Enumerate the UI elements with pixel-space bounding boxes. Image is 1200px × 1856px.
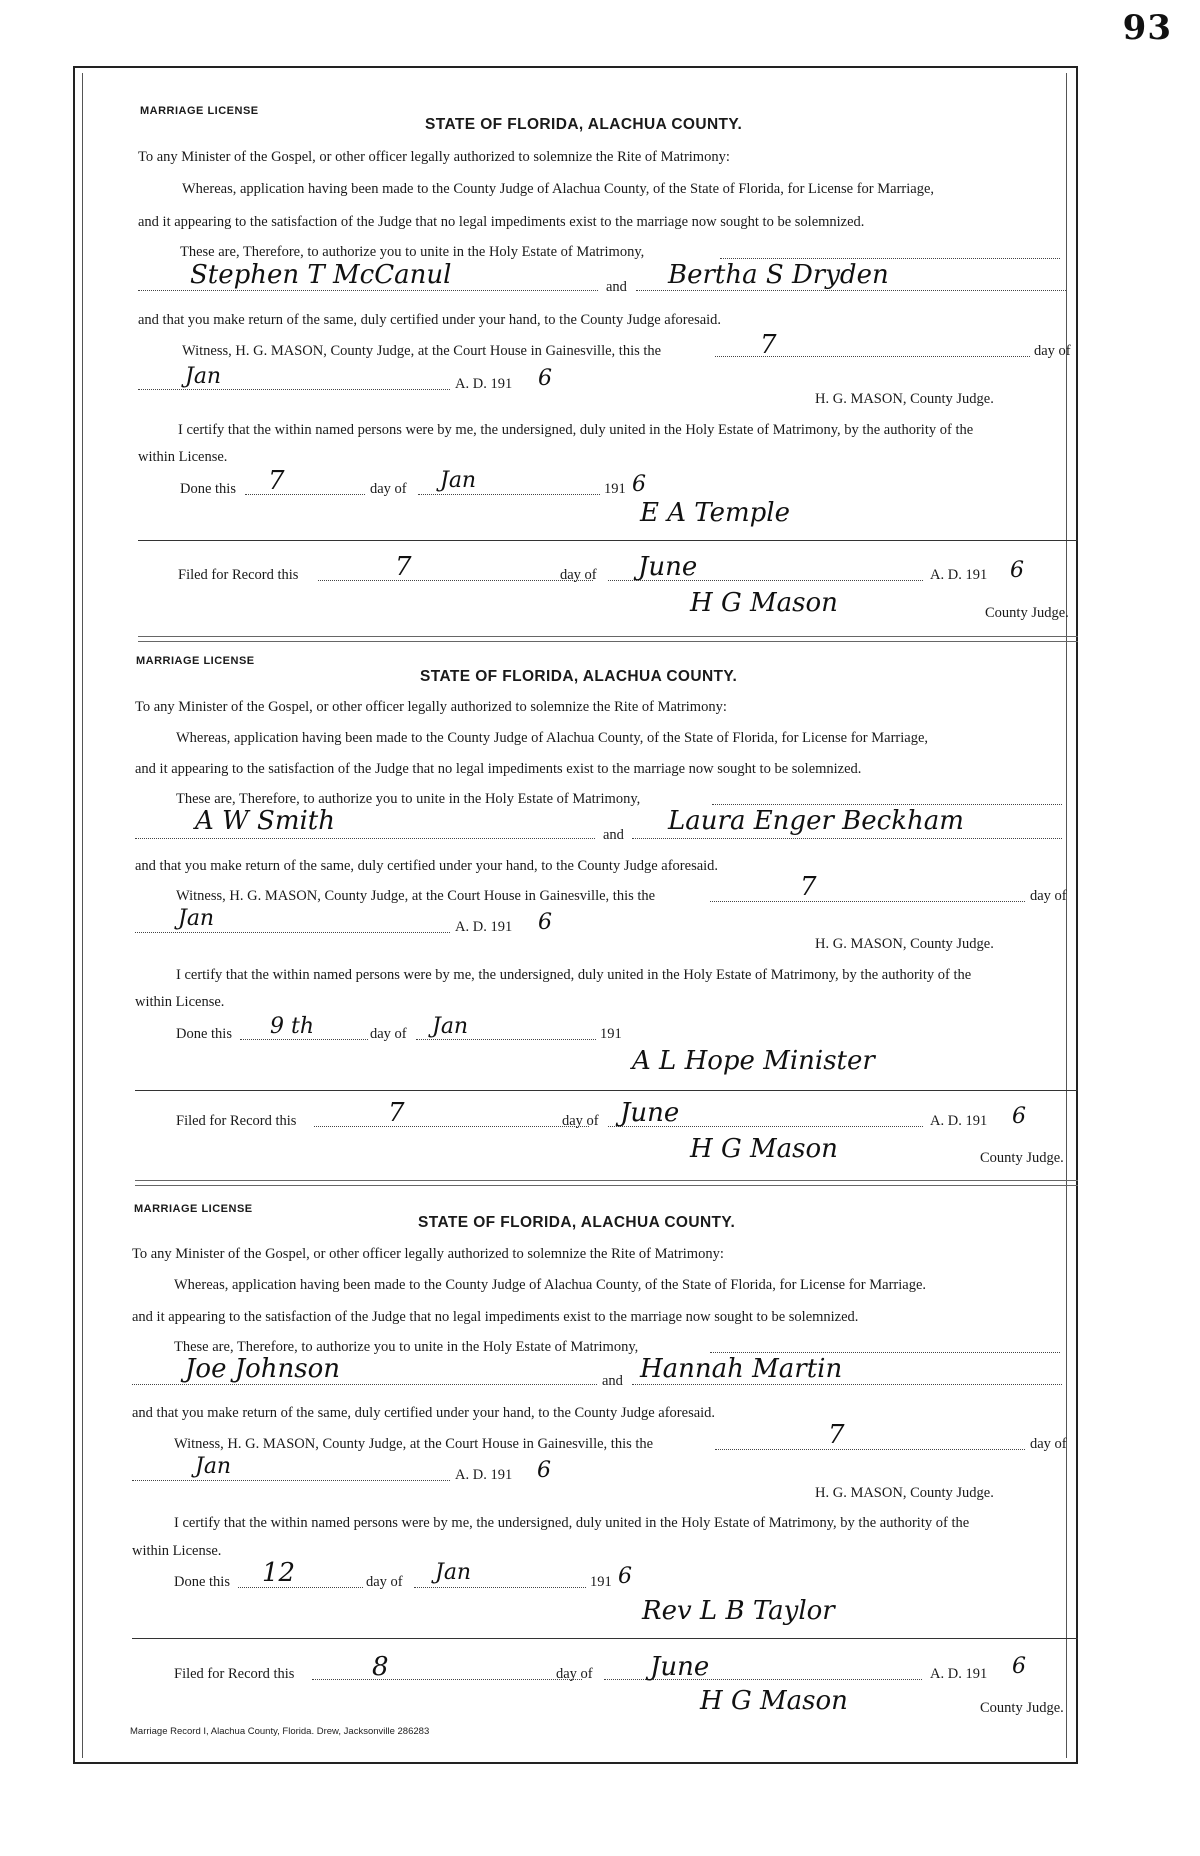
state-title: STATE OF FLORIDA, ALACHUA COUNTY. bbox=[425, 116, 743, 133]
done-year-label: 191 bbox=[590, 1574, 612, 1590]
day-of-label: day of bbox=[1030, 888, 1067, 904]
done-month: Jan bbox=[432, 1014, 469, 1039]
record-footer: Marriage Record I, Alachua County, Florida. Drew, Jacksonville 286283 bbox=[130, 1726, 430, 1737]
done-day-of: day of bbox=[370, 1026, 407, 1042]
done-day: 9 th bbox=[270, 1014, 314, 1039]
filed-day: 7 bbox=[395, 552, 412, 582]
judge-label: H. G. MASON, County Judge. bbox=[815, 1485, 994, 1501]
page-number: 93 bbox=[1122, 8, 1172, 48]
certify-line: I certify that the within named persons were by me, the undersigned, duly united in the Holy Estate of Matrimony, by the authority of the bbox=[176, 967, 972, 983]
license-header: MARRIAGE LICENSE bbox=[140, 105, 259, 117]
done-year-digit: 6 bbox=[618, 1564, 632, 1589]
witness-year-digit: 6 bbox=[538, 366, 552, 391]
filed-ad: A. D. 191 bbox=[930, 1113, 988, 1129]
whereas-line: Whereas, application having been made to the County Judge of Alachua County, of the State of Florida, for License for Marriage, bbox=[176, 730, 929, 746]
filed-year-digit: 6 bbox=[1012, 1654, 1026, 1679]
done-year-digit: 6 bbox=[632, 472, 646, 497]
to-minister-line: To any Minister of the Gospel, or other officer legally authorized to solemnize the Rite of Matrimony: bbox=[138, 149, 730, 165]
license-header: MARRIAGE LICENSE bbox=[134, 1203, 253, 1215]
witness-year-digit: 6 bbox=[538, 910, 552, 935]
witness-day: 7 bbox=[828, 1420, 845, 1450]
filed-day-of: day of bbox=[560, 567, 597, 583]
ad-label: A. D. 191 bbox=[455, 376, 513, 392]
judge-label: H. G. MASON, County Judge. bbox=[815, 936, 994, 952]
within-license: within License. bbox=[132, 1543, 222, 1559]
witness-day: 7 bbox=[800, 872, 817, 902]
county-judge-label: County Judge. bbox=[980, 1700, 1064, 1716]
filed-day: 7 bbox=[388, 1098, 405, 1128]
and-label: and bbox=[602, 1373, 623, 1389]
day-of-label: day of bbox=[1034, 343, 1071, 359]
ad-label: A. D. 191 bbox=[455, 1467, 513, 1483]
done-day: 7 bbox=[268, 466, 285, 496]
witness-day: 7 bbox=[760, 330, 777, 360]
filed-year-digit: 6 bbox=[1012, 1104, 1026, 1129]
filed-for-record-label: Filed for Record this bbox=[178, 567, 299, 583]
filed-day-of: day of bbox=[562, 1113, 599, 1129]
groom-name: A W Smith bbox=[195, 806, 336, 836]
clerk-signature: H G Mason bbox=[700, 1686, 848, 1716]
officiant-signature: E A Temple bbox=[640, 498, 790, 528]
county-judge-label: County Judge. bbox=[985, 605, 1069, 621]
return-line: and that you make return of the same, duly certified under your hand, to the County Judge aforesaid. bbox=[132, 1405, 716, 1421]
done-month: Jan bbox=[440, 468, 477, 493]
certify-line: I certify that the within named persons were by me, the undersigned, duly united in the Holy Estate of Matrimony, by the authority of the bbox=[174, 1515, 970, 1531]
filed-year-digit: 6 bbox=[1010, 558, 1024, 583]
license-header: MARRIAGE LICENSE bbox=[136, 655, 255, 667]
appearing-line: and it appearing to the satisfaction of the Judge that no legal impediments exist to the marriage now sought to be solemnized. bbox=[132, 1309, 859, 1325]
witness-year-digit: 6 bbox=[537, 1458, 551, 1483]
filed-for-record-label: Filed for Record this bbox=[174, 1666, 295, 1682]
return-line: and that you make return of the same, duly certified under your hand, to the County Judge aforesaid. bbox=[138, 312, 722, 328]
state-title: STATE OF FLORIDA, ALACHUA COUNTY. bbox=[420, 668, 738, 685]
witness-month: Jan bbox=[195, 1454, 232, 1479]
authorize-line: These are, Therefore, to authorize you to unite in the Holy Estate of Matrimony, bbox=[174, 1339, 639, 1355]
done-this-label: Done this bbox=[176, 1026, 232, 1042]
whereas-line: Whereas, application having been made to the County Judge of Alachua County, of the State of Florida, for License for Marriage, bbox=[182, 181, 935, 197]
state-title: STATE OF FLORIDA, ALACHUA COUNTY. bbox=[418, 1214, 736, 1231]
and-label: and bbox=[606, 279, 627, 295]
return-line: and that you make return of the same, duly certified under your hand, to the County Judge aforesaid. bbox=[135, 858, 719, 874]
bride-name: Bertha S Dryden bbox=[668, 260, 889, 290]
filed-ad: A. D. 191 bbox=[930, 1666, 988, 1682]
filed-day-of: day of bbox=[556, 1666, 593, 1682]
to-minister-line: To any Minister of the Gospel, or other officer legally authorized to solemnize the Rite of Matrimony: bbox=[135, 699, 727, 715]
to-minister-line: To any Minister of the Gospel, or other officer legally authorized to solemnize the Rite of Matrimony: bbox=[132, 1246, 724, 1262]
and-label: and bbox=[603, 827, 624, 843]
done-day-of: day of bbox=[370, 481, 407, 497]
filed-month: June bbox=[638, 552, 698, 582]
judge-label: H. G. MASON, County Judge. bbox=[815, 391, 994, 407]
authorize-line: These are, Therefore, to authorize you to unite in the Holy Estate of Matrimony, bbox=[176, 791, 641, 807]
done-this-label: Done this bbox=[180, 481, 236, 497]
groom-name: Joe Johnson bbox=[185, 1354, 341, 1384]
appearing-line: and it appearing to the satisfaction of the Judge that no legal impediments exist to the marriage now sought to be solemnized. bbox=[138, 214, 865, 230]
bride-name: Hannah Martin bbox=[640, 1354, 843, 1384]
authorize-line: These are, Therefore, to authorize you to unite in the Holy Estate of Matrimony, bbox=[180, 244, 645, 260]
filed-month: June bbox=[650, 1652, 710, 1682]
witness-line: Witness, H. G. MASON, County Judge, at the Court House in Gainesville, this the bbox=[182, 343, 662, 359]
done-day-of: day of bbox=[366, 1574, 403, 1590]
witness-line: Witness, H. G. MASON, County Judge, at the Court House in Gainesville, this the bbox=[176, 888, 656, 904]
filed-for-record-label: Filed for Record this bbox=[176, 1113, 297, 1129]
done-this-label: Done this bbox=[174, 1574, 230, 1590]
filed-ad: A. D. 191 bbox=[930, 567, 988, 583]
appearing-line: and it appearing to the satisfaction of the Judge that no legal impediments exist to the marriage now sought to be solemnized. bbox=[135, 761, 862, 777]
filed-month: June bbox=[620, 1098, 680, 1128]
filed-day: 8 bbox=[372, 1652, 389, 1682]
done-year-label: 191 bbox=[604, 481, 626, 497]
county-judge-label: County Judge. bbox=[980, 1150, 1064, 1166]
ad-label: A. D. 191 bbox=[455, 919, 513, 935]
clerk-signature: H G Mason bbox=[690, 1134, 838, 1164]
clerk-signature: H G Mason bbox=[690, 588, 838, 618]
within-license: within License. bbox=[135, 994, 225, 1010]
done-year-label: 191 bbox=[600, 1026, 622, 1042]
officiant-signature: A L Hope Minister bbox=[632, 1046, 875, 1076]
done-month: Jan bbox=[435, 1560, 472, 1585]
certify-line: I certify that the within named persons were by me, the undersigned, duly united in the Holy Estate of Matrimony, by the authority of the bbox=[178, 422, 974, 438]
within-license: within License. bbox=[138, 449, 228, 465]
witness-month: Jan bbox=[178, 906, 215, 931]
done-day: 12 bbox=[262, 1558, 296, 1588]
witness-line: Witness, H. G. MASON, County Judge, at the Court House in Gainesville, this the bbox=[174, 1436, 654, 1452]
day-of-label: day of bbox=[1030, 1436, 1067, 1452]
groom-name: Stephen T McCanul bbox=[190, 260, 452, 290]
whereas-line: Whereas, application having been made to the County Judge of Alachua County, of the State of Florida, for License for Marriage. bbox=[174, 1277, 927, 1293]
bride-name: Laura Enger Beckham bbox=[668, 806, 964, 836]
officiant-signature: Rev L B Taylor bbox=[642, 1596, 835, 1626]
witness-month: Jan bbox=[185, 364, 222, 389]
